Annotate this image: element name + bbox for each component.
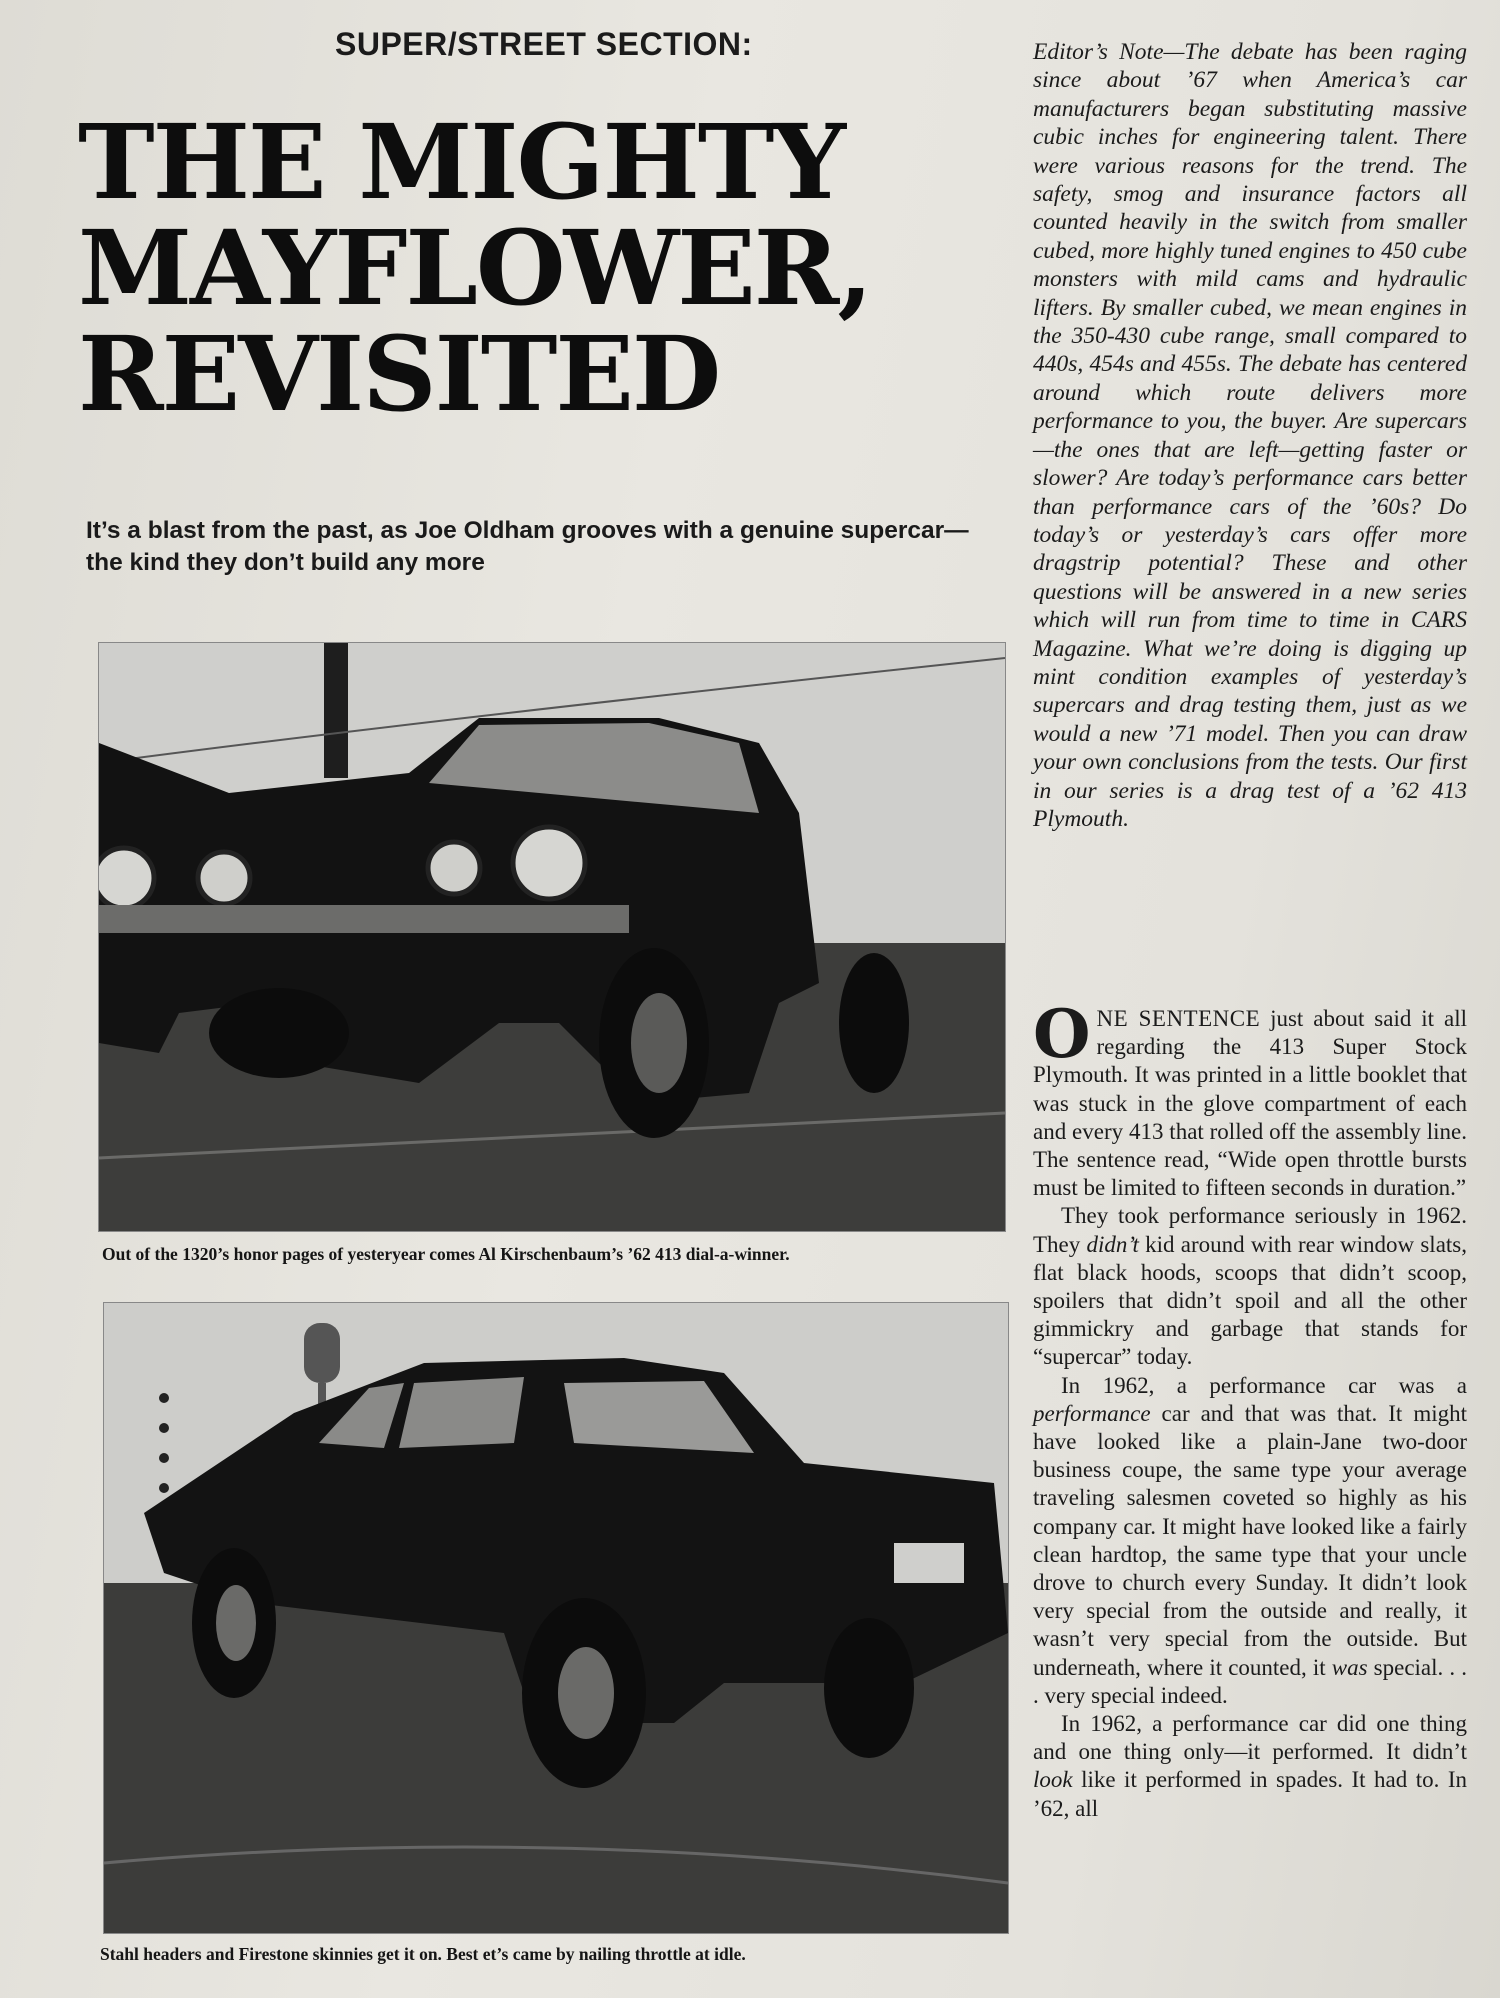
p3-text-a: In 1962, a performance car was a: [1061, 1372, 1467, 1398]
headline: [78, 102, 1008, 435]
article-deck: It’s a blast from the past, as Joe Oldham grooves with a genuine supercar—the kind they don’t build any more: [86, 517, 969, 576]
car-rear-illustration: [104, 1303, 1008, 1933]
headline-line-2: MAYFLOWER,: [78, 208, 872, 329]
p4-text-a: In 1962, a performance car did one thing and one thing only—it performed. It didn’t: [1033, 1711, 1467, 1765]
photo-caption-bottom: Stahl headers and Firestone skinnies get it on. Best et’s came by nailing throttle at idle.: [100, 1944, 746, 1964]
p3-text-b: car and that was that. It might have looked like a plain-Jane two-door business coupe, the same type your average traveling salesmen coveted so highly as his company car. It might have looked like a fairly clean hardtop, the same type that your uncle drove to church every Sunday. It didn’t look very special from the outside and really, it wasn’t very special from the outside. But underneath, where it counted, it: [1033, 1400, 1467, 1680]
p4-text-b: like it performed in spades. It had to. In ’62, all: [1033, 1767, 1467, 1821]
section-label: SUPER/STREET SECTION:: [335, 26, 753, 62]
photo-caption-top: Out of the 1320’s honor pages of yesteryear comes Al Kirschenbaum’s ’62 413 dial-a-winner.: [102, 1244, 790, 1264]
article-body: [1033, 995, 1467, 1823]
drop-cap: O: [1033, 995, 1091, 1073]
car-front-illustration: [99, 643, 1005, 1231]
photo-rear-view: [103, 1302, 1009, 1934]
headline-line-1: THE MIGHTY: [78, 102, 844, 223]
body-paragraph-1: [1033, 995, 1467, 1202]
headline-line-3: REVISITED: [78, 314, 720, 435]
p3-emphasis-2: was: [1331, 1654, 1368, 1680]
lead-in-smallcaps: NE SENTENCE: [1096, 1006, 1261, 1031]
photo-front-view: [98, 642, 1006, 1232]
p3-text-c: special. . . . very special indeed.: [1033, 1654, 1467, 1708]
body-paragraph-3: [1033, 1372, 1467, 1710]
p3-emphasis: performance: [1033, 1400, 1151, 1426]
p2-text-b: kid around with rear window slats, flat black hoods, scoops that didn’t scoop, spoilers that didn’t spoil and all the other gimmickry and garbage that stands for “supercar” today.: [1033, 1231, 1467, 1370]
editor-note: Editor’s Note—The debate has been raging since about ’67 when America’s car manufacturers began substituting massive cubic inches for engineering talent. There were various reasons for the trend. The safety, smog and insurance factors all counted heavily in the switch from smaller cubed, more highly tuned engines to 450 cube monsters with mild cams and hydraulic lifters. By smaller cubed, we mean engines in the 350-430 cube range, small compared to 440s, 454s and 455s. The debate has centered around which route delivers more performance to you, the buyer. Are supercars—the ones that are left—getting faster or slower? Are today’s performance cars better than performance cars of the ’60s? Do today’s or yesterday’s cars offer more dragstrip potential? These and other questions will be answered in a new series which will run from time to time in CARS Magazine. What we’re doing is digging up mint condition examples of yesterday’s supercars and drag testing them, just as we would a new ’71 model. Then you can draw your own conclusions from the tests. Our first in our series is a drag test of a ’62 413 Plymouth.: [1033, 39, 1467, 832]
body-paragraph-4: [1033, 1710, 1467, 1823]
p2-emphasis: didn’t: [1086, 1231, 1139, 1257]
p2-text-a: They took performance seriously in 1962. They: [1033, 1203, 1467, 1257]
p4-emphasis: look: [1033, 1767, 1073, 1793]
body-paragraph-2: [1033, 1202, 1467, 1371]
body-paragraph-1-text: just about said it all regarding the 413 Super Stock Plymouth. It was printed in a little booklet that was stuck in the glove compartment of each and every 413 that rolled off the assembly line. The sentence read, “Wide open throttle bursts must be limited to fifteen seconds in duration.”: [1033, 1006, 1467, 1201]
